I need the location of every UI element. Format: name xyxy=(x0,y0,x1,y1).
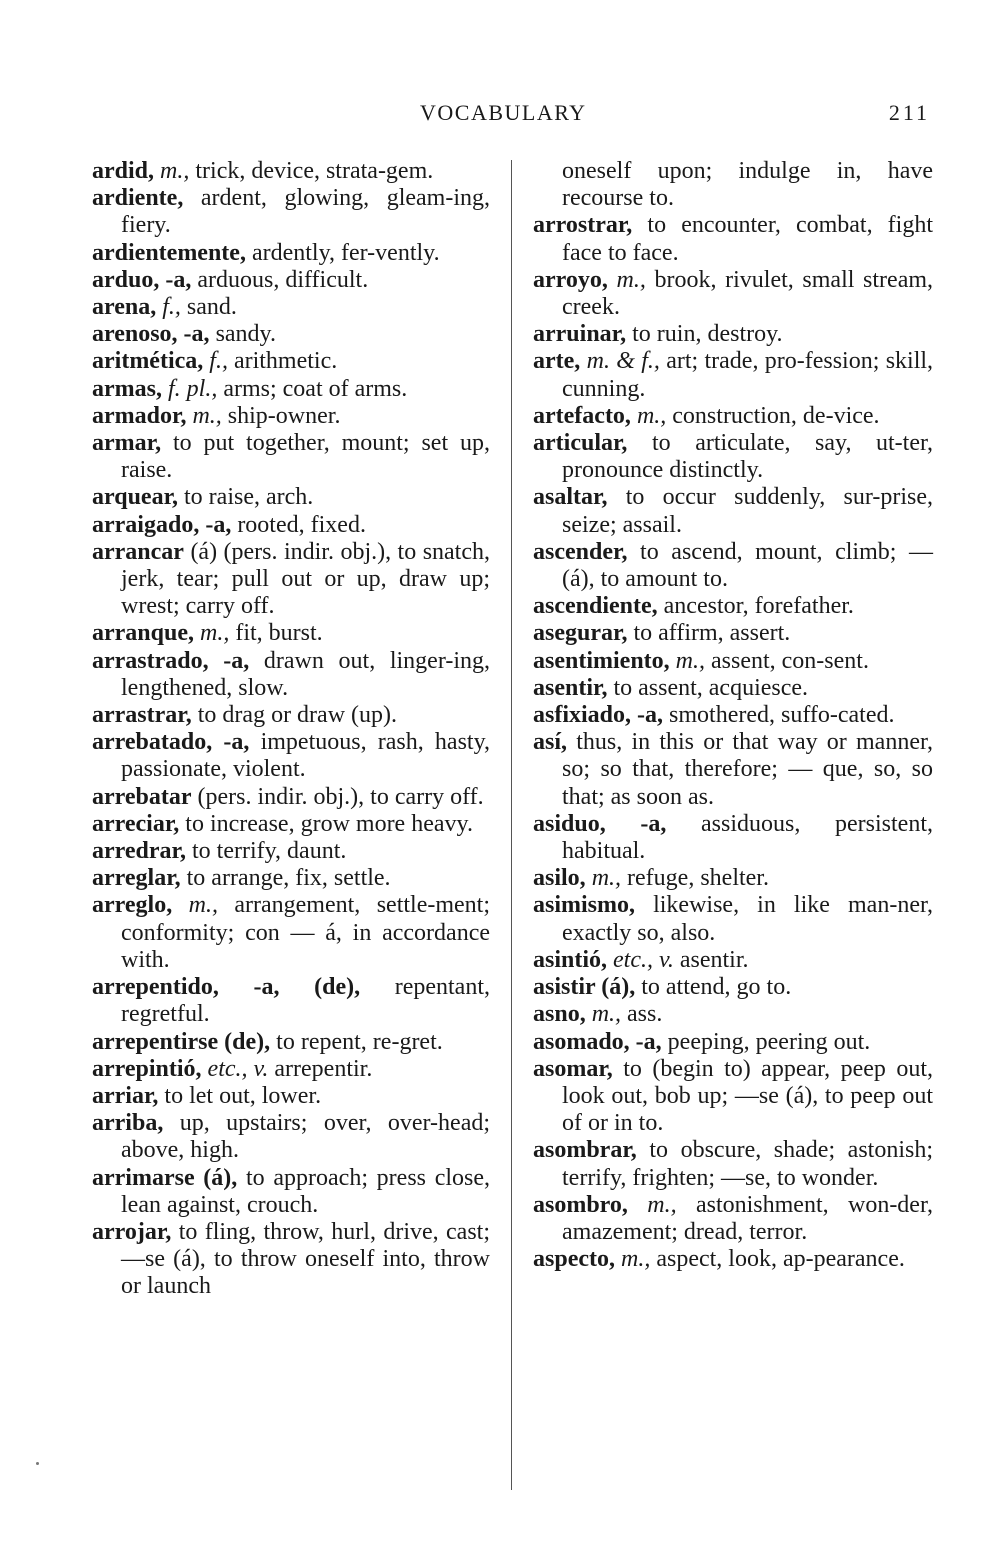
headword: asintió, xyxy=(533,946,608,973)
definition: arithmetic. xyxy=(233,348,338,375)
definition: to repent, re-gret. xyxy=(276,1028,443,1055)
headword: asaltar, xyxy=(533,484,608,511)
definition: to (begin to) appear, peep out, look out, bob up; —se (á), to peep out of or in to. xyxy=(562,1055,933,1137)
running-head xyxy=(0,100,1000,130)
headword: armas, xyxy=(92,375,162,402)
vocab-entry xyxy=(92,294,490,321)
vocab-entry xyxy=(92,1056,490,1083)
grammar-label: m., xyxy=(636,402,667,429)
headword: arroyo, xyxy=(533,266,608,293)
definition: arduous, difficult. xyxy=(197,266,369,293)
vocab-entry xyxy=(533,865,933,892)
definition: ardently, fer-vently. xyxy=(251,239,440,266)
vocab-entry xyxy=(533,1056,933,1138)
grammar-label: m., xyxy=(616,266,646,293)
headword: arrastrar, xyxy=(92,702,192,729)
vocab-entry xyxy=(533,1137,933,1191)
headword: asilo, xyxy=(533,865,586,892)
vocab-entry xyxy=(533,675,933,702)
headword: ascender, xyxy=(533,538,628,565)
grammar-label: m., xyxy=(160,158,190,184)
definition: to approach; press close, lean against, crouch. xyxy=(121,1164,491,1218)
definition: ancestor, forefather. xyxy=(663,593,854,620)
vocab-entry xyxy=(92,484,490,511)
vocab-entry xyxy=(533,539,933,593)
headword: ardid, xyxy=(92,158,155,184)
vocab-entry xyxy=(533,947,933,974)
definition: drawn out, linger-ing, lengthened, slow. xyxy=(121,647,490,701)
definition: to attend, go to. xyxy=(641,974,792,1001)
grammar-label: m. & f., xyxy=(586,348,660,375)
definition: arrangement, settle-ment; conformity; con — á, in accordance with. xyxy=(121,892,490,973)
vocab-entry xyxy=(92,729,490,783)
headword: arrebatar xyxy=(92,783,192,810)
headword: arduo, -a, xyxy=(92,266,192,293)
running-title: VOCABULARY xyxy=(420,100,587,125)
headword: asimismo, xyxy=(533,892,635,919)
vocab-entry xyxy=(92,1110,490,1164)
headword: arrimarse (á), xyxy=(92,1164,238,1191)
vocab-entry xyxy=(533,1029,933,1056)
headword: arrebatado, -a, xyxy=(92,729,250,756)
headword: arrepentido, -a, (de), xyxy=(92,974,361,1001)
headword: ascendiente, xyxy=(533,593,658,620)
vocab-entry xyxy=(533,484,933,538)
headword: arredrar, xyxy=(92,838,186,865)
definition: ship-owner. xyxy=(227,402,341,429)
headword: armar, xyxy=(92,430,162,457)
definition: ass. xyxy=(627,1001,663,1028)
vocab-entry xyxy=(533,648,933,675)
vocab-entry xyxy=(533,974,933,1001)
vocab-entry xyxy=(92,185,490,239)
definition: up, upstairs; over, over-head; above, high. xyxy=(121,1110,491,1164)
definition: sand. xyxy=(186,294,237,321)
headword: arreglo, xyxy=(92,892,173,919)
definition: brook, rivulet, small stream, creek. xyxy=(562,266,934,321)
definition: to obscure, shade; astonish; terrify, frighten; —se, to wonder. xyxy=(562,1137,934,1191)
definition: to assent, acquiesce. xyxy=(613,674,809,701)
headword: arreciar, xyxy=(92,810,180,837)
vocab-entry xyxy=(92,267,490,294)
headword: asomar, xyxy=(533,1055,613,1082)
headword: aritmética, xyxy=(92,348,204,375)
headword: arte, xyxy=(533,348,581,375)
grammar-label: f. pl., xyxy=(167,375,218,402)
vocab-entry xyxy=(92,811,490,838)
headword: arrancar xyxy=(92,538,184,565)
definition: rooted, fixed. xyxy=(237,511,366,538)
vocab-entry xyxy=(533,593,933,620)
vocab-entry xyxy=(92,702,490,729)
vocab-entry xyxy=(92,376,490,403)
definition: to affirm, assert. xyxy=(633,620,791,647)
definition: to drag or draw (up). xyxy=(197,702,398,729)
definition: fit, burst. xyxy=(235,620,323,647)
headword: asfixiado, -a, xyxy=(533,702,664,729)
continued-entry-text: oneself upon; indulge in, have recourse to. xyxy=(562,158,933,212)
definition: to put together, mount; set up, raise. xyxy=(121,430,491,484)
definition: to ruin, destroy. xyxy=(632,321,783,348)
headword: asno, xyxy=(533,1001,586,1028)
grammar-label: etc., v. xyxy=(613,946,674,973)
definition: to increase, grow more heavy. xyxy=(185,810,473,837)
headword: arena, xyxy=(92,294,157,321)
headword: asombro, xyxy=(533,1191,628,1218)
definition: aspect, look, ap-pearance. xyxy=(656,1246,905,1273)
definition: likewise, in like man-ner, exactly so, also. xyxy=(562,892,933,946)
definition: (pers. indir. obj.), to carry off. xyxy=(197,783,484,810)
headword: arrostrar, xyxy=(533,212,633,239)
headword: asomado, -a, xyxy=(533,1028,662,1055)
vocab-entry xyxy=(92,865,490,892)
vocab-entry xyxy=(92,512,490,539)
headword: arrepintió, xyxy=(92,1055,202,1082)
vocab-entry xyxy=(533,811,933,865)
definition: to articulate, say, ut-ter, pronounce distinctly. xyxy=(562,430,933,484)
headword: ardiente, xyxy=(92,185,184,212)
definition: sandy. xyxy=(215,321,276,348)
definition: (á) (pers. indir. obj.), to snatch, jerk, tear; pull out or up, draw up; wrest; carry off. xyxy=(121,538,490,620)
definition: to encounter, combat, fight face to face. xyxy=(562,212,934,266)
vocab-entry xyxy=(533,1192,933,1246)
grammar-label: m., xyxy=(192,402,222,429)
definition: arrepentir. xyxy=(274,1055,373,1082)
vocab-entry xyxy=(533,212,933,266)
headword: arraigado, -a, xyxy=(92,511,232,538)
vocab-entry xyxy=(92,784,490,811)
headword: aspecto, xyxy=(533,1246,615,1273)
headword: arriba, xyxy=(92,1110,164,1137)
headword: arrojar, xyxy=(92,1218,172,1245)
vocab-entry xyxy=(533,267,933,321)
vocab-entry xyxy=(533,430,933,484)
grammar-label: etc., v. xyxy=(207,1055,269,1082)
left-column xyxy=(92,158,490,1301)
headword: asentimiento, xyxy=(533,647,670,674)
headword: arruinar, xyxy=(533,321,627,348)
grammar-label: m., xyxy=(620,1246,651,1273)
definition: assiduous, persistent, habitual. xyxy=(562,810,933,865)
page-number: 211 xyxy=(888,100,930,125)
headword: arriar, xyxy=(92,1082,159,1109)
vocab-entry xyxy=(92,430,490,484)
definition: to terrify, daunt. xyxy=(191,838,347,865)
grammar-label: m., xyxy=(200,620,230,647)
vocab-entry xyxy=(92,158,490,185)
vocab-entry xyxy=(92,838,490,865)
definition: refuge, shelter. xyxy=(627,865,769,892)
vocab-entry xyxy=(533,348,933,402)
definition: astonishment, won-der, amazement; dread, terror. xyxy=(562,1191,933,1245)
definition: assent, con-sent. xyxy=(711,647,869,674)
definition: asentir. xyxy=(679,946,749,973)
headword: armador, xyxy=(92,402,187,429)
definition: arms; coat of arms. xyxy=(223,375,408,402)
definition: to fling, throw, hurl, drive, cast; —se (á), to throw oneself into, throw or launch xyxy=(121,1218,490,1300)
vocab-entry xyxy=(92,974,490,1028)
grammar-label: m., xyxy=(591,865,622,892)
vocab-entry xyxy=(92,1083,490,1110)
right-column xyxy=(533,158,933,1273)
grammar-label: m., xyxy=(675,647,705,674)
definition: smothered, suffo-cated. xyxy=(669,702,895,729)
vocab-entry xyxy=(533,729,933,811)
vocab-entry xyxy=(533,1246,933,1273)
vocab-entry xyxy=(92,348,490,375)
vocab-entry xyxy=(92,1165,490,1219)
headword: arranque, xyxy=(92,620,194,647)
vocab-entry xyxy=(533,403,933,430)
grammar-label: f., xyxy=(162,294,181,321)
definition: thus, in this or that way or manner, so; so that, therefore; — que, so, so that; as soon as. xyxy=(562,729,934,810)
definition: peeping, peering out. xyxy=(667,1028,871,1055)
vocab-entry xyxy=(533,620,933,647)
headword: arenoso, -a, xyxy=(92,321,210,348)
definition: ardent, glowing, gleam-ing, fiery. xyxy=(121,185,491,239)
vocab-entry xyxy=(92,321,490,348)
vocab-entry xyxy=(92,539,490,621)
definition: to let out, lower. xyxy=(164,1082,322,1109)
definition: repentant, regretful. xyxy=(121,974,491,1028)
definition: to ascend, mount, climb; — (á), to amount to. xyxy=(562,538,934,593)
definition: to occur suddenly, sur-prise, seize; assail. xyxy=(562,484,934,538)
headword: ardientemente, xyxy=(92,239,246,266)
vocab-entry xyxy=(92,620,490,647)
definition: art; trade, pro-fession; skill, cunning. xyxy=(562,348,934,402)
definition: to raise, arch. xyxy=(184,484,314,511)
vocab-entry xyxy=(533,321,933,348)
headword: asombrar, xyxy=(533,1137,637,1164)
vocab-entry xyxy=(92,1219,490,1301)
headword: artefacto, xyxy=(533,402,631,429)
vocab-entry xyxy=(533,1001,933,1028)
vocab-entry xyxy=(92,1029,490,1056)
headword: articular, xyxy=(533,430,628,457)
headword: asistir (á), xyxy=(533,974,636,1001)
grammar-label: m., xyxy=(647,1191,677,1218)
definition: construction, de-vice. xyxy=(672,402,880,429)
vocab-entry xyxy=(533,892,933,946)
headword: arreglar, xyxy=(92,865,181,892)
headword: arrastrado, -a, xyxy=(92,647,250,674)
column-divider xyxy=(511,160,512,1490)
grammar-label: f., xyxy=(209,348,228,375)
vocab-entry xyxy=(92,648,490,702)
headword: arquear, xyxy=(92,484,179,511)
headword: así, xyxy=(533,729,568,756)
headword: arrepentirse (de), xyxy=(92,1028,271,1055)
grammar-label: m., xyxy=(591,1001,622,1028)
vocab-entry xyxy=(92,892,490,974)
headword: asiduo, -a, xyxy=(533,810,667,837)
headword: asegurar, xyxy=(533,620,628,647)
vocab-entry xyxy=(92,403,490,430)
headword: asentir, xyxy=(533,674,608,701)
vocab-entry xyxy=(92,240,490,267)
vocab-entry xyxy=(533,702,933,729)
print-speck xyxy=(36,1462,39,1465)
definition: to arrange, fix, settle. xyxy=(186,865,391,892)
definition: trick, device, strata-gem. xyxy=(195,158,434,184)
definition: impetuous, rash, hasty, passionate, violent. xyxy=(121,729,491,783)
grammar-label: m., xyxy=(188,892,218,919)
